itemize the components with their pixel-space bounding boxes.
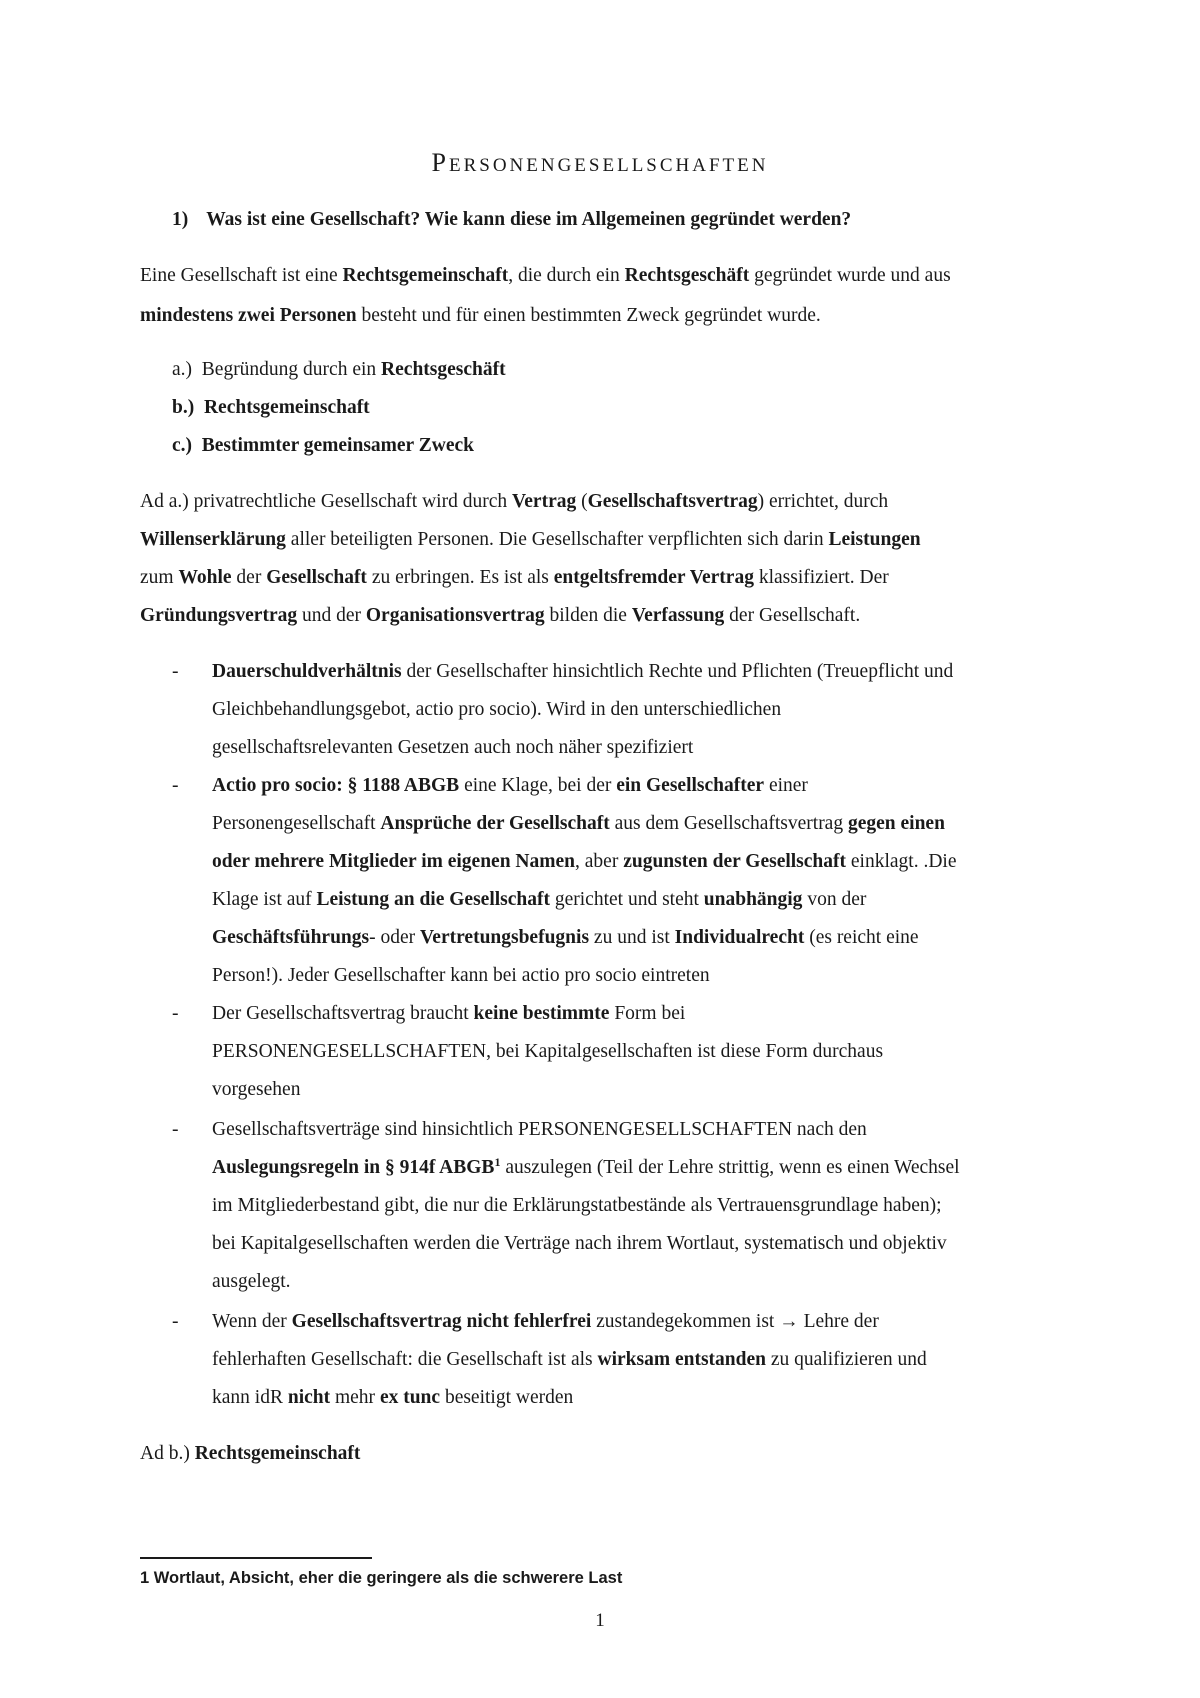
bold-text: gegen einen [847, 813, 945, 834]
text-run: fehlerhaften Gesellschaft: die Gesellschaft ist als [212, 1349, 598, 1370]
text-run: mehr [330, 1387, 380, 1408]
text-run: gerichtet und steht [549, 889, 704, 910]
text-run: eine Klage, bei der [459, 775, 617, 796]
text-run: im Mitgliederbestand gibt, die nur die Erklärungstatbestände als Vertrauensgrundlage haben); [212, 1195, 942, 1216]
text-run: einklagt. .Die [846, 851, 957, 872]
text-run: aus dem Gesellschaftsvertrag [609, 813, 848, 834]
text-line [140, 566, 889, 590]
bold-text: unabhängig [703, 889, 803, 910]
bold-text: Geschäftsführungs [212, 927, 370, 948]
question-heading [172, 208, 851, 232]
text-run: a.) [172, 359, 193, 380]
text-line [212, 736, 693, 760]
question-text: Was ist eine Gesellschaft? Wie kann diese im Allgemeinen gegründet werden? [206, 209, 852, 230]
text-run: der Gesellschafter hinsichtlich Rechte und Pflichten (Treuepflicht und [401, 661, 954, 682]
text-line [212, 1118, 867, 1142]
bold-text: Gesellschaftsvertrag [587, 491, 758, 512]
title-rest: ERSONENGESELLSCHAFTEN [448, 155, 769, 176]
text-run: zu qualifizieren und [766, 1349, 927, 1370]
text-run: - [172, 1003, 179, 1024]
text-run: (es reicht eine [804, 927, 919, 948]
bold-text: Wohle [178, 567, 232, 588]
bold-text: Ansprüche der Gesellschaft [380, 813, 610, 834]
bold-text: Verfassung [631, 605, 725, 626]
bold-text: zugunsten der Gesellschaft [623, 851, 847, 872]
text-run: gegründet wurde und aus [749, 265, 951, 286]
text-run: Form bei [609, 1003, 686, 1024]
text-line [172, 358, 506, 382]
bold-text: entgeltsfremder Vertrag [553, 567, 754, 588]
text-run: Begründung durch ein [192, 359, 382, 380]
text-run: zustandegekommen ist → Lehre der [591, 1311, 879, 1332]
text-run: vorgesehen [212, 1079, 301, 1100]
text-run: beseitigt werden [440, 1387, 574, 1408]
text-line [172, 1118, 179, 1142]
bold-text: Gründungsvertrag [140, 605, 298, 626]
bold-text: Vertrag [511, 491, 577, 512]
text-line [172, 1002, 179, 1026]
text-run: - [172, 661, 179, 682]
bold-text: c.) Bestimmter gemeinsamer Zweck [172, 435, 474, 456]
text-line [212, 660, 953, 684]
text-run: aller beteiligten Personen. Die Gesellschafter verpflichten sich darin [285, 529, 829, 550]
text-line [172, 396, 370, 420]
text-run: PERSONENGESELLSCHAFTEN, bei Kapitalgesellschaften ist diese Form durchaus [212, 1041, 884, 1062]
bold-text: Vertretungsbefugnis [420, 927, 590, 948]
text-run: bilden die [544, 605, 632, 626]
bold-text: Leistungen [828, 529, 921, 550]
text-run: von der [802, 889, 867, 910]
bold-text: Rechtsgeschäft [624, 265, 750, 286]
question-number: 1) [172, 209, 189, 230]
text-line [212, 964, 710, 988]
bold-text: § 1188 ABGB [347, 775, 460, 796]
text-line [212, 1232, 947, 1256]
text-line [212, 1194, 942, 1218]
text-line [172, 774, 179, 798]
text-run: kann idR [212, 1387, 288, 1408]
text-run: Eine Gesellschaft ist eine [140, 265, 343, 286]
bold-text: Rechtsgemeinschaft [342, 265, 509, 286]
text-run: , aber [575, 851, 624, 872]
bold-text: ein Gesellschafter [616, 775, 765, 796]
text-line [212, 698, 781, 722]
bold-text: wirksam entstanden [597, 1349, 766, 1370]
page-number: 1 [595, 1610, 605, 1631]
text-run: Wenn der [212, 1311, 292, 1332]
bold-text: Leistung an die Gesellschaft [316, 889, 550, 910]
text-line [212, 1078, 300, 1102]
text-line [212, 1270, 291, 1294]
text-line [212, 812, 945, 836]
bold-text: Rechtsgemeinschaft [194, 1443, 361, 1464]
text-line [212, 850, 956, 874]
footnote-ref: 1 [494, 1155, 501, 1169]
text-run: Klage ist auf [212, 889, 317, 910]
bold-text: Individualrecht [674, 927, 805, 948]
text-line [212, 1040, 883, 1064]
text-run: ( [576, 491, 588, 512]
text-run: Ad a.) privatrechtliche Gesellschaft wird durch [140, 491, 512, 512]
text-line [140, 264, 951, 288]
text-run: Person!). Jeder Gesellschafter kann bei actio pro socio eintreten [212, 965, 710, 986]
text-run: der Gesellschaft. [724, 605, 861, 626]
text-run: Ad b.) [140, 1443, 195, 1464]
text-line [212, 1348, 927, 1372]
text-run: zum [140, 567, 179, 588]
bold-text: mindestens zwei Personen [140, 305, 357, 326]
text-line [212, 926, 919, 950]
bold-text: Organisationsvertrag [365, 605, 545, 626]
text-run: einer [764, 775, 808, 796]
bold-text: Rechtsgeschäft [381, 359, 506, 380]
text-run: , die durch ein [508, 265, 625, 286]
text-line [140, 490, 888, 514]
text-run: gesellschaftsrelevanten Gesetzen auch noch näher spezifiziert [212, 737, 694, 758]
text-line [140, 604, 860, 628]
text-run: ausgelegt. [212, 1271, 291, 1292]
text-run: Gesellschaftsverträge sind hinsichtlich PERSONENGESELLSCHAFTEN nach den [212, 1119, 867, 1140]
text-run: zu erbringen. Es ist als [366, 567, 554, 588]
title-initial: P [431, 148, 449, 177]
bold-text: Gesellschaftsvertrag nicht fehlerfrei [291, 1311, 592, 1332]
text-line [140, 528, 921, 552]
text-run: auszulegen (Teil der Lehre strittig, wenn es einen Wechsel [500, 1157, 960, 1178]
text-run: - oder [369, 927, 421, 948]
footnote-separator [140, 1557, 372, 1559]
text-run: - [172, 775, 179, 796]
text-run: klassifiziert. Der [753, 567, 889, 588]
text-run: - [172, 1119, 179, 1140]
text-line [212, 1386, 573, 1410]
text-run: zu und ist [589, 927, 675, 948]
bold-text: Dauerschuldverhältnis [212, 661, 402, 682]
text-line [212, 774, 808, 798]
text-line [172, 434, 474, 458]
text-line [172, 1310, 179, 1334]
text-line [212, 1310, 879, 1334]
text-line [140, 304, 821, 328]
text-line [212, 888, 866, 912]
bold-text: Auslegungsregeln in § 914f ABGB [212, 1157, 495, 1178]
bold-text: nicht [287, 1387, 331, 1408]
text-line [212, 1156, 960, 1180]
text-run: bei Kapitalgesellschaften werden die Verträge nach ihrem Wortlaut, systematisch und objektiv [212, 1233, 947, 1254]
text-run: ) errichtet, durch [757, 491, 889, 512]
bold-text: Gesellschaft [266, 567, 367, 588]
text-line [140, 1442, 360, 1466]
text-run: Personengesellschaft [212, 813, 381, 834]
text-run: Der Gesellschaftsvertrag braucht [212, 1003, 474, 1024]
text-line [172, 660, 179, 684]
bold-text: ex tunc [379, 1387, 441, 1408]
bold-text: Willenserklärung [140, 529, 286, 550]
bold-text: oder mehrere Mitglieder im eigenen Namen [212, 851, 576, 872]
text-run: und der [297, 605, 366, 626]
footnote: 1 Wortlaut, Absicht, eher die geringere als die schwerere Last [140, 1569, 623, 1587]
text-run: Gleichbehandlungsgebot, actio pro socio). Wird in den unterschiedlichen [212, 699, 782, 720]
bold-text: Actio pro socio: [212, 775, 343, 796]
bold-text: b.) Rechtsgemeinschaft [172, 397, 370, 418]
text-run: - [172, 1311, 179, 1332]
text-run: besteht und für einen bestimmten Zweck gegründet wurde. [356, 305, 821, 326]
bold-text: keine bestimmte [473, 1003, 610, 1024]
text-run: der [231, 567, 267, 588]
text-line [212, 1002, 685, 1026]
page-title [0, 148, 1200, 178]
